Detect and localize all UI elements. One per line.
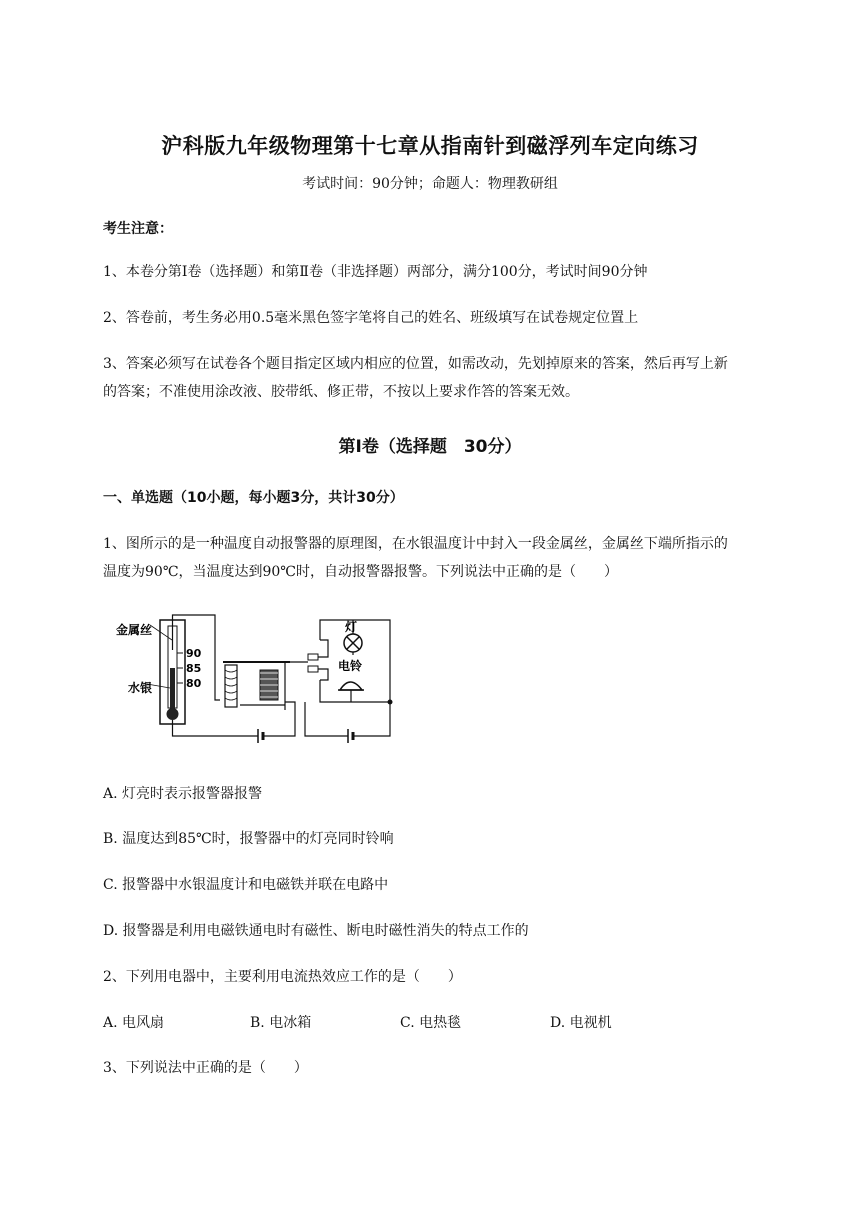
tick-label-90: 90	[186, 647, 202, 660]
part-heading: 一、单选题（10小题，每小题3分，共计30分）	[103, 490, 404, 506]
q1-option-d: D. 报警器是利用电磁铁通电时有磁性、断电时磁性消失的特点工作的	[103, 923, 529, 939]
notice-item-3: 3、答案必须写在试卷各个题目指定区域内相应的位置，如需改动，先划掉原来的答案，然后再写上新	[103, 356, 728, 372]
q1-option-b: B. 温度达到85℃时，报警器中的灯亮同时铃响	[103, 831, 394, 847]
q2-option-b: B. 电冰箱	[250, 1015, 312, 1031]
label-mercury: 水银	[128, 681, 153, 695]
notice-item-2: 2、答卷前，考生务必用0.5毫米黑色签字笔将自己的姓名、班级填写在试卷规定位置上	[103, 310, 639, 326]
q1-option-c: C. 报警器中水银温度计和电磁铁并联在电路中	[103, 877, 389, 893]
q2-stem: 2、下列用电器中，主要利用电流热效应工作的是（ ）	[103, 969, 462, 985]
tick-label-80: 80	[186, 677, 202, 690]
alarm-circuit-figure	[110, 610, 410, 750]
q3-stem: 3、下列说法中正确的是（ ）	[103, 1060, 308, 1076]
q1-option-a: A. 灯亮时表示报警器报警	[103, 786, 263, 802]
label-lamp: 灯	[345, 620, 358, 634]
label-bell: 电铃	[338, 659, 363, 673]
notice-heading: 考生注意：	[103, 221, 173, 237]
tick-label-85: 85	[186, 662, 202, 675]
q2-option-c: C. 电热毯	[400, 1015, 462, 1031]
page-title: 沪科版九年级物理第十七章从指南针到磁浮列车定向练习	[161, 134, 699, 158]
label-metal-wire: 金属丝	[116, 623, 153, 637]
q1-stem-line2: 温度为90℃，当温度达到90℃时，自动报警器报警。下列说法中正确的是（ ）	[103, 564, 618, 580]
q1-stem-line1: 1、图所示的是一种温度自动报警器的原理图，在水银温度计中封入一段金属丝，金属丝下端所指示的	[103, 536, 728, 552]
section-title: 第Ⅰ卷（选择题 30分）	[338, 437, 522, 457]
notice-item-1: 1、本卷分第Ⅰ卷（选择题）和第Ⅱ卷（非选择题）两部分，满分100分，考试时间90分钟	[103, 264, 648, 280]
q2-option-d: D. 电视机	[550, 1015, 612, 1031]
exam-subtitle: 考试时间：90分钟；命题人：物理教研组	[302, 176, 558, 192]
notice-item-3-continued: 的答案；不准使用涂改液、胶带纸、修正带，不按以上要求作答的答案无效。	[103, 384, 579, 400]
q2-option-a: A. 电风扇	[103, 1015, 165, 1031]
